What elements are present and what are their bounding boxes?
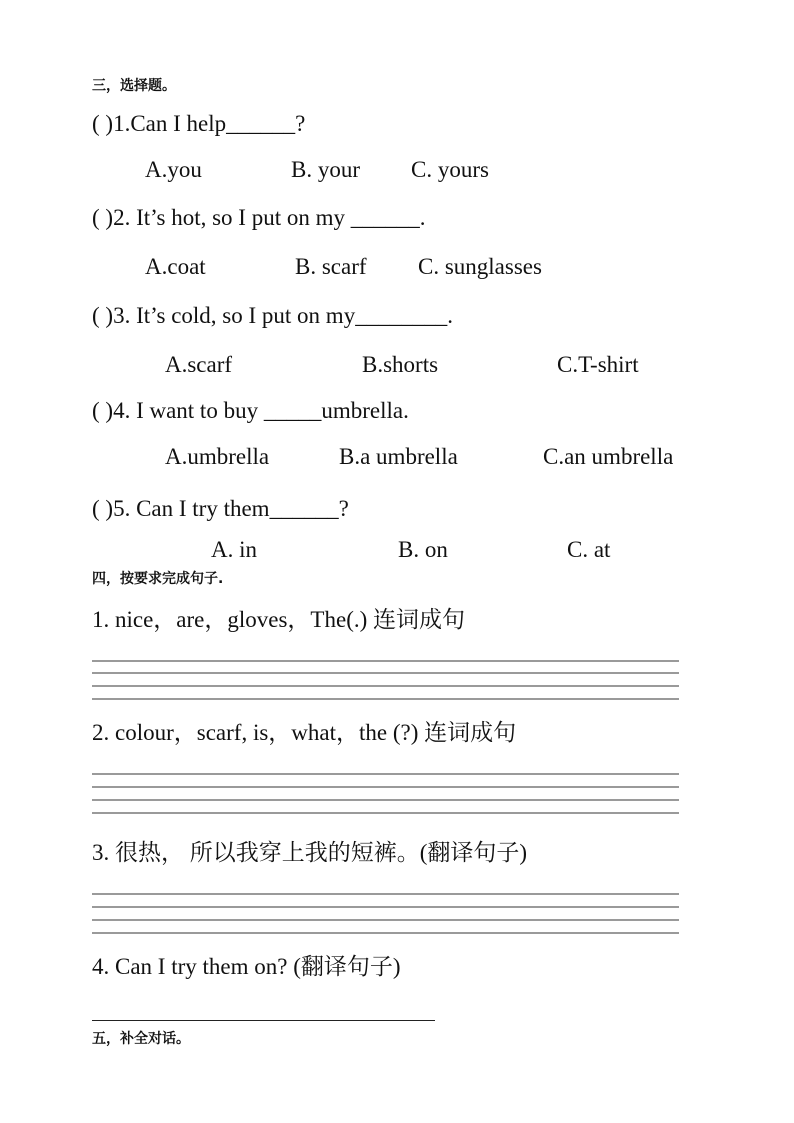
option-1b: B. your (291, 157, 360, 182)
option-3b: B.shorts (362, 352, 439, 377)
option-5c: C. at (567, 537, 611, 562)
answer-line (92, 773, 679, 775)
option-4b: B.a umbrella (339, 444, 458, 469)
question-1: ( )1.Can I help______? (92, 111, 306, 136)
answer-line (92, 932, 679, 934)
sentence-task-4: 4. Can I try them on? (翻译句子) (92, 954, 401, 979)
answer-line (92, 906, 679, 908)
option-3a: A.scarf (165, 352, 233, 377)
option-4c: C.an umbrella (543, 444, 674, 469)
option-1c: C. yours (411, 157, 489, 182)
option-5a: A. in (211, 537, 257, 562)
answer-line (92, 812, 679, 814)
option-3c: C.T-shirt (557, 352, 639, 377)
question-4: ( )4. I want to buy _____umbrella. (92, 398, 409, 423)
option-1a: A.you (145, 157, 202, 182)
option-4a: A.umbrella (165, 444, 270, 469)
option-2b: B. scarf (295, 254, 367, 279)
question-5: ( )5. Can I try them______? (92, 496, 349, 521)
answer-line (92, 660, 679, 662)
question-3: ( )3. It’s cold, so I put on my________. (92, 303, 453, 328)
sentence-task-3: 3. 很热， 所以我穿上我的短裤。(翻译句子) (92, 840, 528, 865)
section5-title: 五，补全对话。 (92, 1031, 190, 1047)
sentence-task-1: 1. nice，are，gloves，The(.) 连词成句 (92, 607, 466, 632)
sentence-task-2: 2. colour，scarf, is，what，the (?) 连词成句 (92, 720, 517, 745)
section4-title: 四，按要求完成句子. (92, 571, 224, 587)
answer-line (92, 685, 679, 687)
answer-line (92, 672, 679, 674)
option-2a: A.coat (145, 254, 206, 279)
answer-underline (92, 1020, 435, 1021)
option-2c: C. sunglasses (418, 254, 542, 279)
answer-line (92, 698, 679, 700)
answer-line (92, 893, 679, 895)
answer-line (92, 786, 679, 788)
answer-line (92, 799, 679, 801)
answer-line (92, 919, 679, 921)
option-5b: B. on (398, 537, 448, 562)
question-2: ( )2. It’s hot, so I put on my ______. (92, 205, 426, 230)
section3-title: 三，选择题。 (92, 78, 176, 94)
